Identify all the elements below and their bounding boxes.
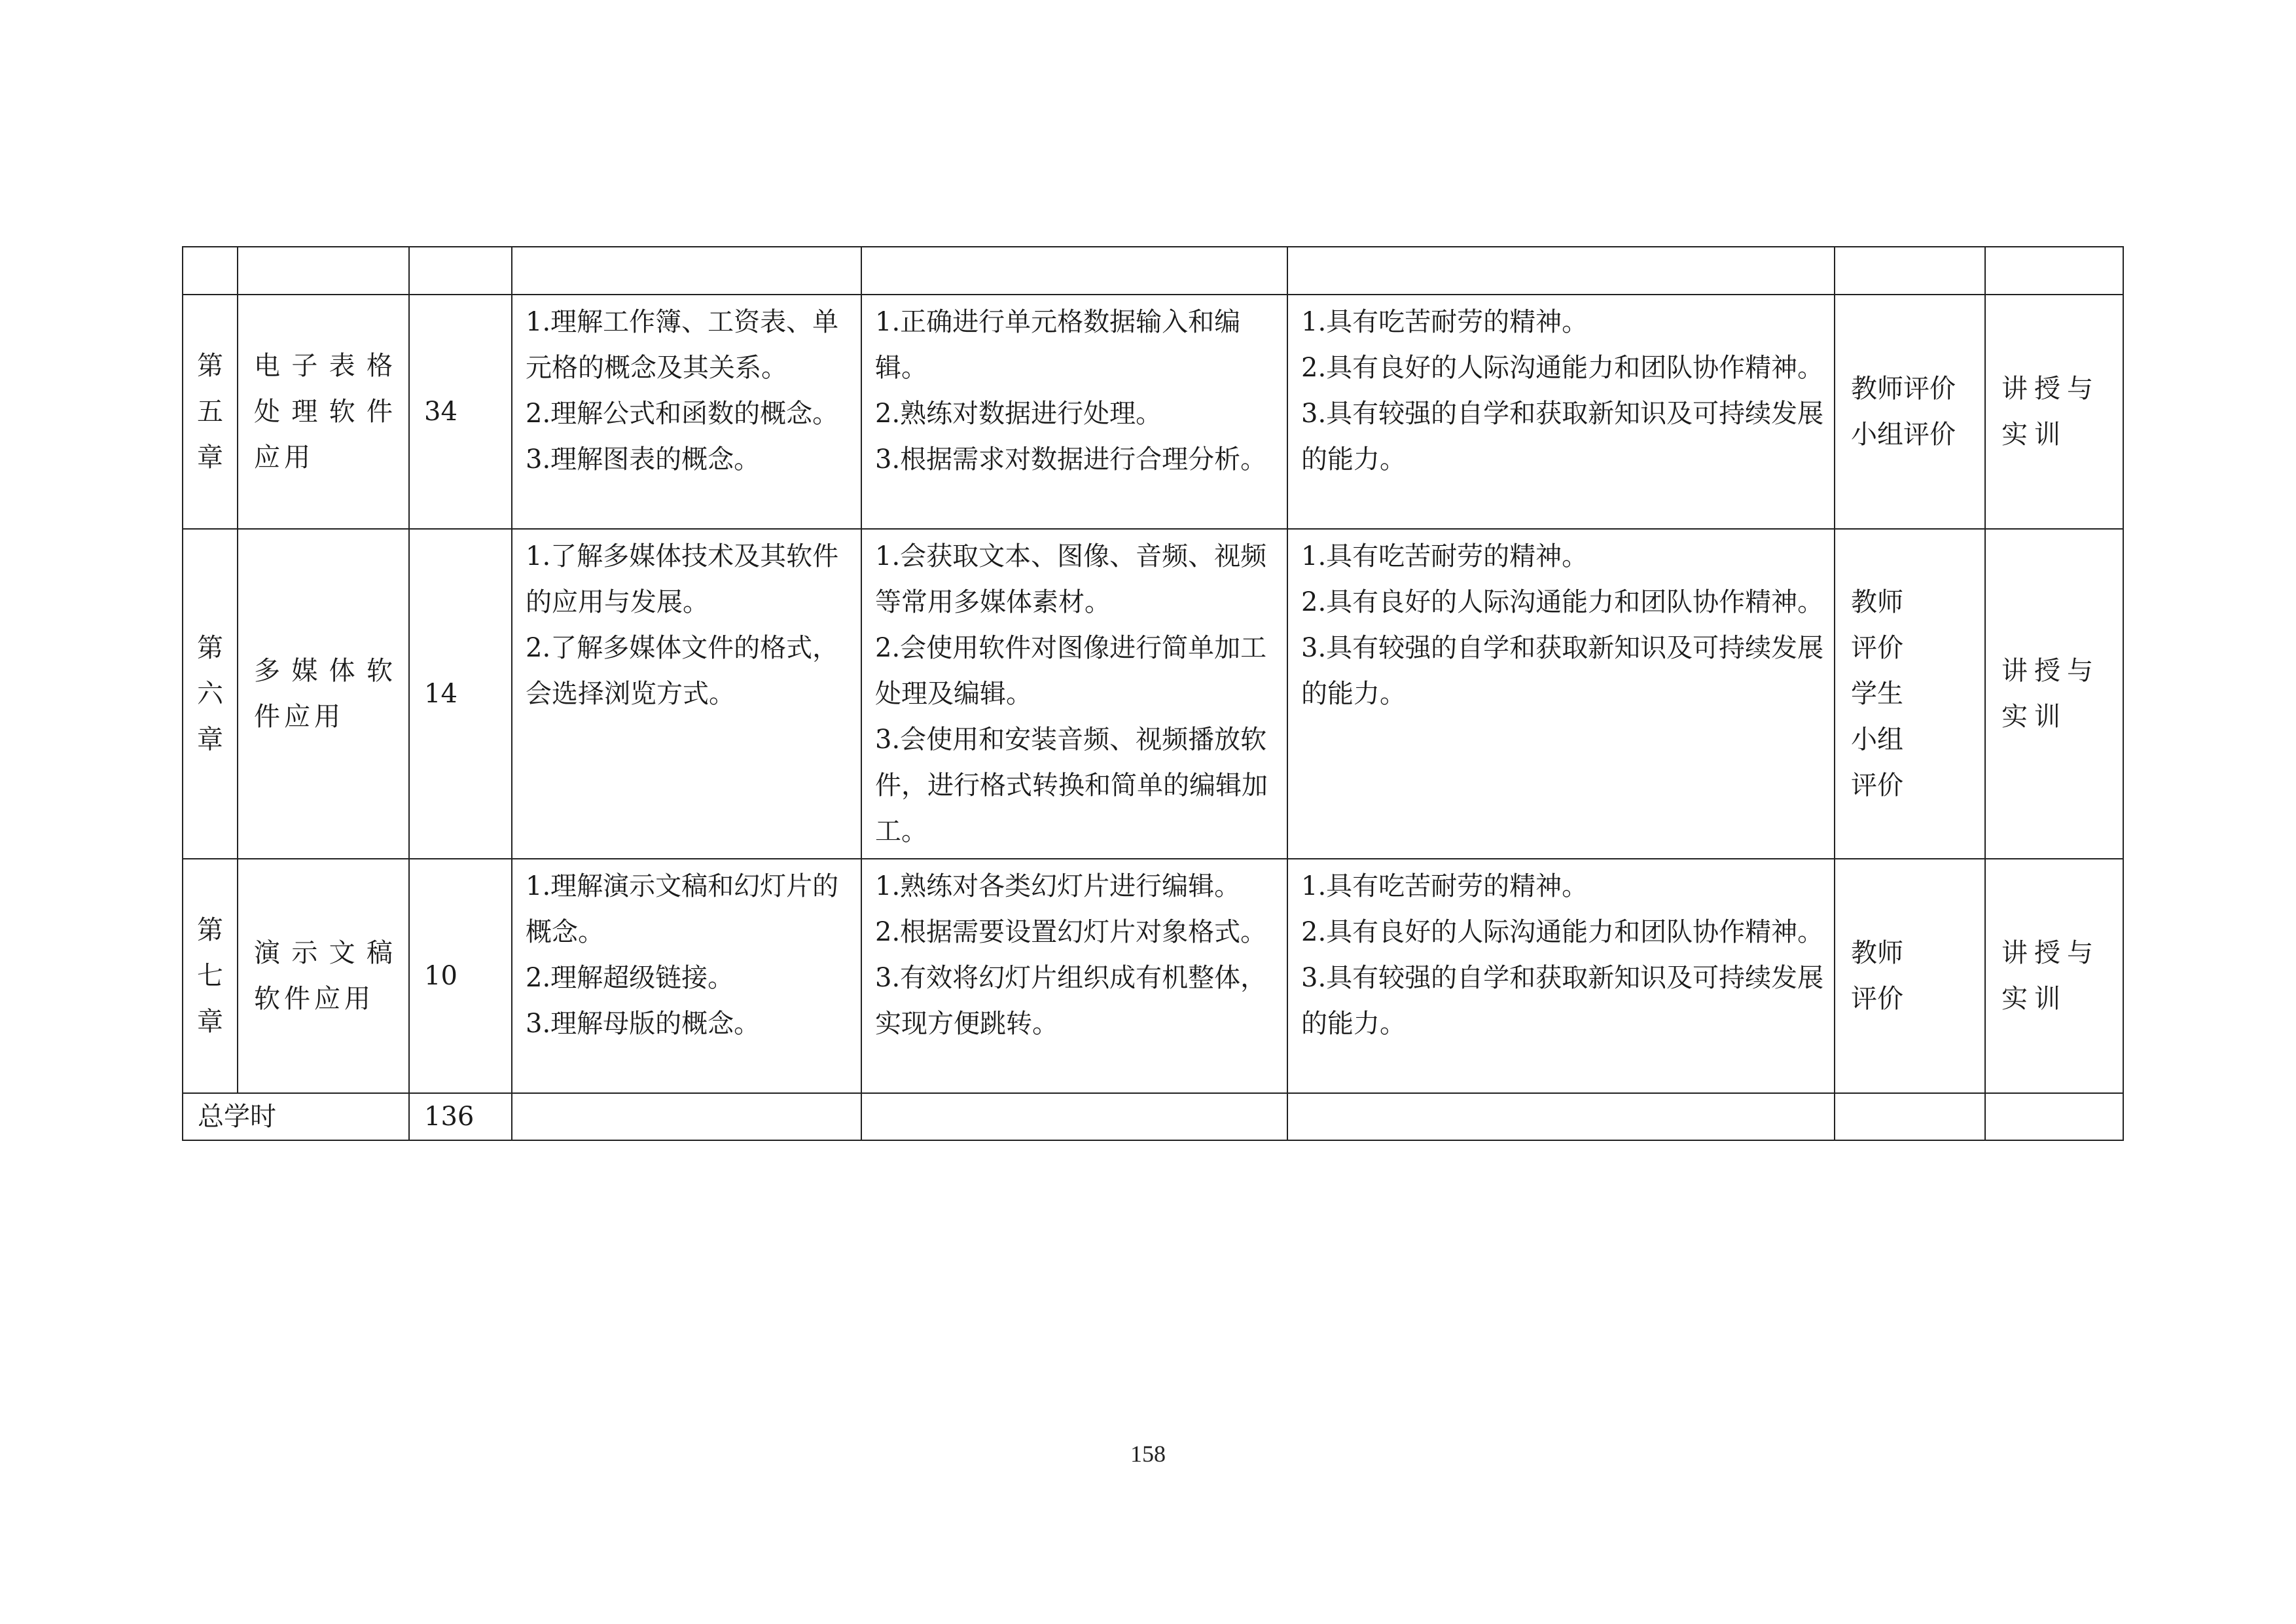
table-cell: [1985, 1093, 2123, 1140]
teaching-method: 讲授与实训: [1985, 859, 2123, 1093]
evaluation-method: 教师评价 小组评价: [1835, 295, 1985, 529]
chapter-name: 多媒体软件应用: [238, 529, 409, 859]
list-item: 3.会使用和安装音频、视频播放软件，进行格式转换和简单的编辑加工。: [875, 725, 1268, 846]
table-cell: [512, 247, 861, 295]
list-item: 1.具有吃苦耐劳的精神。: [1301, 871, 1588, 901]
table-row-total: [183, 1093, 2123, 1140]
quality-goals: [1287, 859, 1835, 1093]
total-hours-value: 136: [409, 1093, 512, 1140]
chapter-cell: [183, 295, 238, 529]
list-item: 3.具有较强的自学和获取新知识及可持续发展的能力。: [1301, 399, 1824, 475]
chapter-label: 第 五 章: [197, 351, 223, 473]
chapter-cell: [183, 529, 238, 859]
page-number: 158: [1130, 1441, 1166, 1467]
list-item: 1.具有吃苦耐劳的精神。: [1301, 307, 1588, 337]
table-cell: [1985, 247, 2123, 295]
table-cell: [183, 247, 238, 295]
skill-goals: [861, 859, 1287, 1093]
list-item: 1.具有吃苦耐劳的精神。: [1301, 541, 1588, 571]
list-item: 2.理解公式和函数的概念。: [526, 399, 839, 429]
chapter-hours: 14: [409, 529, 512, 859]
list-item: 3.理解母版的概念。: [526, 1009, 761, 1039]
list-item: 3.具有较强的自学和获取新知识及可持续发展的能力。: [1301, 633, 1824, 709]
list-item: 3.具有较强的自学和获取新知识及可持续发展的能力。: [1301, 963, 1824, 1039]
knowledge-goals: [512, 295, 861, 529]
list-item: 2.根据需要设置幻灯片对象格式。: [875, 917, 1267, 947]
list-item: 2.具有良好的人际沟通能力和团队协作精神。: [1301, 353, 1824, 383]
knowledge-goals: [512, 529, 861, 859]
evaluation-method: 教师 评价: [1835, 859, 1985, 1093]
chapter-label: 第 六 章: [197, 633, 223, 755]
table-cell: [409, 247, 512, 295]
table-cell: [1835, 1093, 1985, 1140]
table-row-chapter-5: [183, 295, 2123, 529]
list-item: 3.根据需求对数据进行合理分析。: [875, 444, 1267, 475]
chapter-hours: 34: [409, 295, 512, 529]
list-item: 1.熟练对各类幻灯片进行编辑。: [875, 871, 1241, 901]
table-row-chapter-7: [183, 859, 2123, 1093]
list-item: 2.了解多媒体文件的格式，会选择浏览方式。: [526, 633, 839, 709]
knowledge-goals: [512, 859, 861, 1093]
table-cell: [512, 1093, 861, 1140]
quality-goals: [1287, 295, 1835, 529]
table-cell: [1287, 1093, 1835, 1140]
chapter-name: 电子表格处理软件应用: [238, 295, 409, 529]
list-item: 3.有效将幻灯片组织成有机整体，实现方便跳转。: [875, 963, 1267, 1039]
list-item: 2.熟练对数据进行处理。: [875, 399, 1162, 429]
list-item: 1.会获取文本、图像、音频、视频等常用多媒体素材。: [875, 541, 1267, 617]
table-cell: [861, 1093, 1287, 1140]
table-row-chapter-6: [183, 529, 2123, 859]
list-item: 3.理解图表的概念。: [526, 444, 761, 475]
list-item: 2.具有良好的人际沟通能力和团队协作精神。: [1301, 917, 1824, 947]
evaluation-method: 教师 评价 学生 小组 评价: [1835, 529, 1985, 859]
list-item: 1.理解工作簿、工资表、单元格的概念及其关系。: [526, 307, 839, 383]
list-item: 1.理解演示文稿和幻灯片的概念。: [526, 871, 839, 947]
chapter-hours: 10: [409, 859, 512, 1093]
skill-goals: [861, 529, 1287, 859]
chapter-name: 演示文稿软件应用: [238, 859, 409, 1093]
table-cell: [238, 247, 409, 295]
table-row-empty: [183, 247, 2123, 295]
list-item: 2.会使用软件对图像进行简单加工处理及编辑。: [875, 633, 1267, 709]
list-item: 1.正确进行单元格数据输入和编辑。: [875, 307, 1241, 383]
total-hours-label: 总学时: [183, 1093, 409, 1140]
chapter-cell: [183, 859, 238, 1093]
teaching-method: 讲授与实训: [1985, 529, 2123, 859]
quality-goals: [1287, 529, 1835, 859]
table-cell: [1835, 247, 1985, 295]
course-syllabus-table: [182, 246, 2124, 1141]
teaching-method: 讲授与实训: [1985, 295, 2123, 529]
list-item: 2.理解超级链接。: [526, 963, 734, 993]
chapter-label: 第 七 章: [197, 915, 223, 1037]
list-item: 1.了解多媒体技术及其软件的应用与发展。: [526, 541, 839, 617]
table-cell: [1287, 247, 1835, 295]
skill-goals: [861, 295, 1287, 529]
table-cell: [861, 247, 1287, 295]
list-item: 2.具有良好的人际沟通能力和团队协作精神。: [1301, 587, 1824, 617]
